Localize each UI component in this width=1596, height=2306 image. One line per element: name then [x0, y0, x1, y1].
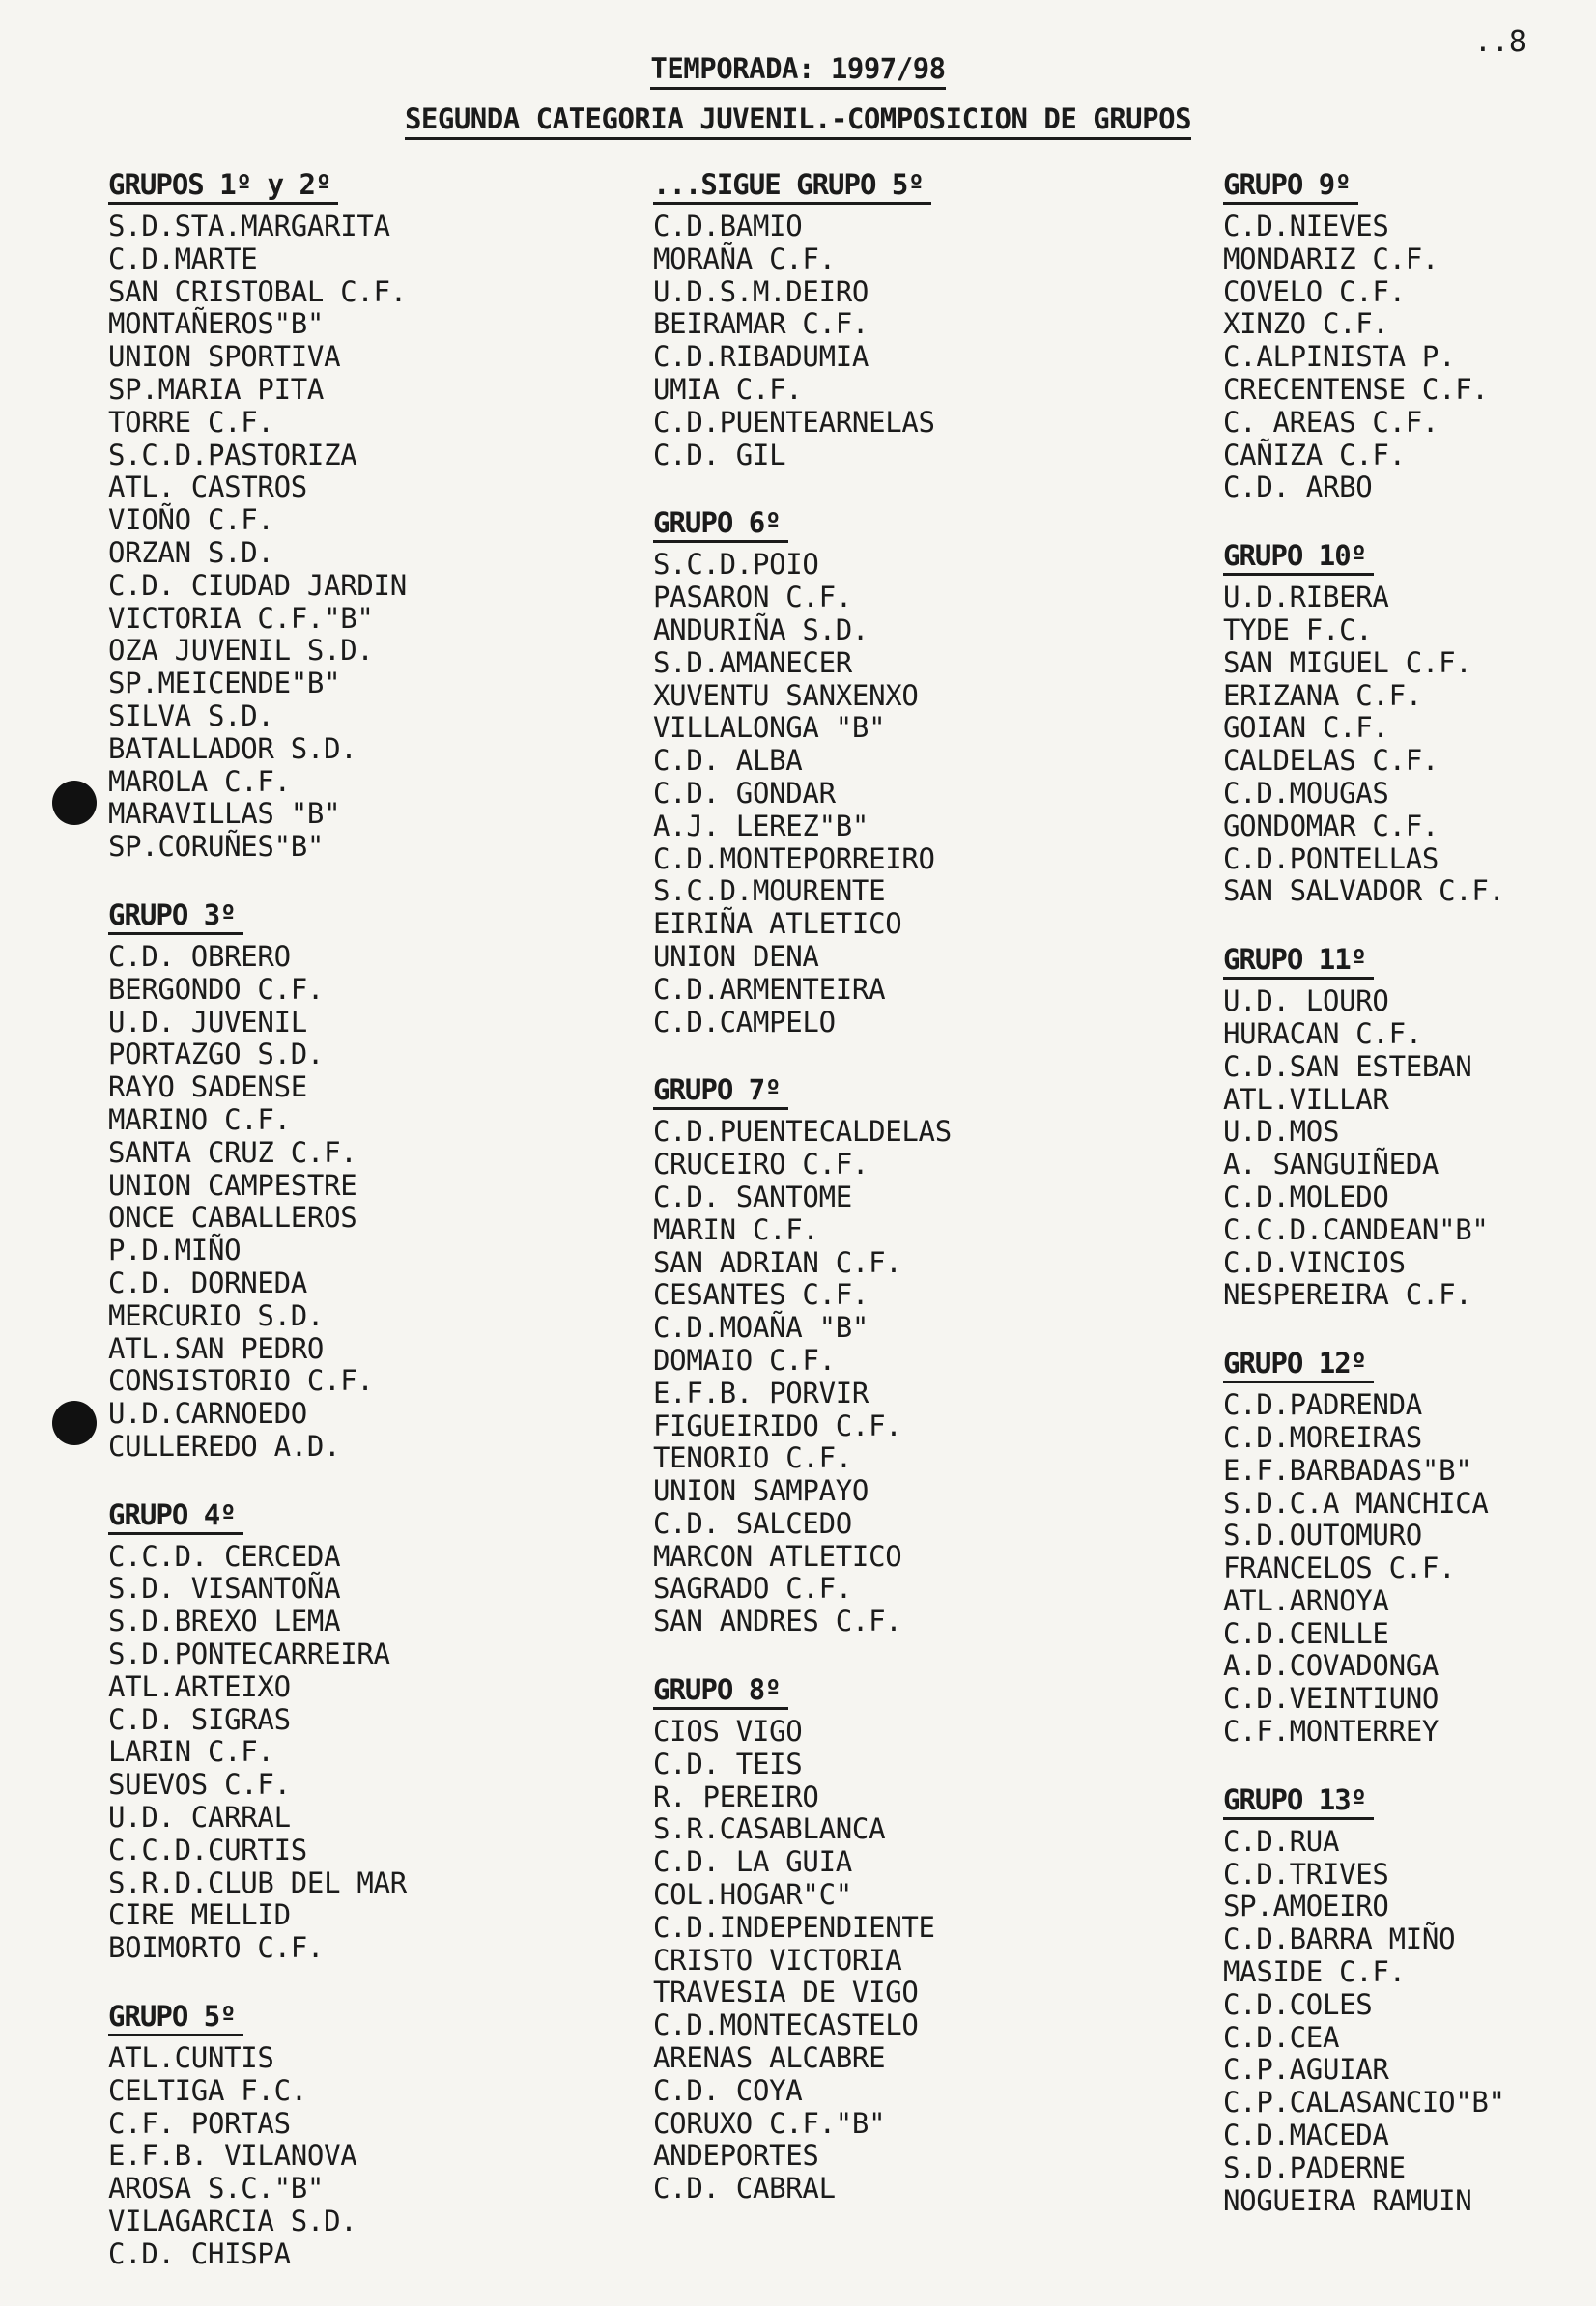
group-title: GRUPO 7º: [653, 1073, 788, 1110]
team-name: ATL.SAN PEDRO: [108, 1331, 325, 1365]
column-2: [653, 168, 1155, 2240]
team-name: ONCE CABALLEROS: [108, 1201, 357, 1235]
team-name: R. PEREIRO: [653, 1779, 819, 1813]
team-name: SUEVOS C.F.: [108, 1768, 291, 1802]
team-name: BATALLADOR S.D.: [108, 731, 357, 765]
team-name: UNION SAMPAYO: [653, 1474, 869, 1508]
team-name: C.D.CAMPELO: [653, 1005, 836, 1039]
team-name: TYDE F.C.: [1223, 612, 1373, 646]
group-block: [108, 1498, 611, 1965]
team-name: PASARON C.F.: [653, 581, 852, 614]
team-name: TRAVESIA DE VIGO: [653, 1976, 919, 2009]
team-name: A. SANGUIÑEDA: [1223, 1148, 1439, 1181]
team-name: CELTIGA F.C.: [108, 2073, 307, 2107]
team-name: C.ALPINISTA P.: [1223, 340, 1456, 374]
team-name: GOIAN C.F.: [1223, 711, 1389, 745]
team-name: TORRE C.F.: [108, 405, 274, 439]
team-name: PORTAZGO S.D.: [108, 1038, 325, 1071]
team-name: MASIDE C.F.: [1223, 1955, 1406, 1989]
group-title: GRUPO 12º: [1223, 1347, 1374, 1383]
season-heading: [0, 52, 1596, 90]
team-name: ANDEPORTES: [653, 2139, 819, 2173]
team-name: BEIRAMAR C.F.: [653, 307, 869, 341]
team-name: C.C.D. CERCEDA: [108, 1539, 341, 1573]
column-1: [108, 168, 611, 2306]
team-name: E.F.B. VILANOVA: [108, 2139, 357, 2173]
team-name: SAN SALVADOR C.F.: [1223, 874, 1505, 908]
team-name: VILLALONGA "B": [653, 711, 886, 745]
team-name: S.D.STA.MARGARITA: [108, 210, 390, 242]
group-block: [108, 2000, 611, 2271]
group-block: [653, 1673, 1155, 2206]
team-name: S.D.OUTOMURO: [1223, 1519, 1422, 1552]
team-name: SANTA CRUZ C.F.: [108, 1135, 357, 1169]
group-title: GRUPO 4º: [108, 1498, 243, 1535]
team-name: C.D. CIUDAD JARDIN: [108, 568, 407, 602]
team-name: CRISTO VICTORIA: [653, 1943, 902, 1977]
team-name: C.D. OBRERO: [108, 939, 291, 973]
group-title: GRUPOS 1º y 2º: [108, 168, 338, 205]
group-title: GRUPO 5º: [108, 2000, 243, 2036]
team-name: C.D.MOREIRAS: [1223, 1420, 1422, 1454]
team-name: HURACAN C.F.: [1223, 1016, 1422, 1050]
team-name: SAN ADRIAN C.F.: [653, 1245, 902, 1279]
team-name: C.P.CALASANCIO"B": [1223, 2086, 1505, 2120]
team-name: SAGRADO C.F.: [653, 1572, 852, 1606]
team-name: C.D.COLES: [1223, 1987, 1373, 2021]
team-name: C.D.MONTEPORREIRO: [653, 841, 935, 875]
team-name: VICTORIA C.F."B": [108, 601, 374, 635]
team-name: U.D. JUVENIL: [108, 1005, 307, 1039]
team-name: C.D. SALCEDO: [653, 1506, 852, 1540]
team-name: C.D. CABRAL: [653, 2172, 836, 2206]
team-name: MARIN C.F.: [653, 1212, 819, 1246]
group-block: [1223, 1783, 1596, 2218]
page-number: ..8: [1473, 25, 1526, 59]
team-name: U.D.MOS: [1223, 1115, 1340, 1149]
team-name: C.D. TEIS: [653, 1747, 803, 1780]
team-name: UNION CAMPESTRE: [108, 1168, 357, 1202]
team-name: S.C.D.PASTORIZA: [108, 438, 357, 471]
category-title: SEGUNDA CATEGORIA JUVENIL.-COMPOSICION DE GRUPOS: [405, 102, 1191, 140]
team-name: A.J. LEREZ"B": [653, 809, 869, 842]
team-name: ATL.ARNOYA: [1223, 1583, 1389, 1617]
team-name: C.F.MONTERREY: [1223, 1715, 1439, 1749]
team-name: EIRIÑA ATLETICO: [653, 907, 902, 941]
team-name: CALDELAS C.F.: [1223, 744, 1439, 778]
team-name: ANDURIÑA S.D.: [653, 612, 869, 646]
team-name: C.D.ARMENTEIRA: [653, 972, 886, 1006]
team-name: ATL.VILLAR: [1223, 1082, 1389, 1116]
team-name: CESANTES C.F.: [653, 1278, 869, 1312]
team-name: COL.HOGAR"C": [653, 1878, 852, 1912]
team-name: SP.AMOEIRO: [1223, 1890, 1389, 1923]
team-name: C.D.NIEVES: [1223, 210, 1389, 242]
team-name: MONTAÑEROS"B": [108, 307, 325, 341]
team-name: S.R.CASABLANCA: [653, 1812, 886, 1846]
season-title: TEMPORADA: 1997/98: [650, 52, 945, 90]
team-name: MORAÑA C.F.: [653, 242, 836, 275]
team-name: S.D.PONTECARREIRA: [108, 1637, 390, 1671]
team-name: E.F.BARBADAS"B": [1223, 1453, 1472, 1487]
team-name: OZA JUVENIL S.D.: [108, 634, 374, 668]
team-name: MONDARIZ C.F.: [1223, 242, 1439, 275]
group-block: [653, 168, 1155, 471]
team-name: C.D. ALBA: [653, 744, 803, 778]
team-name: VIOÑO C.F.: [108, 503, 274, 537]
team-name: LARIN C.F.: [108, 1735, 274, 1769]
team-name: U.D.RIBERA: [1223, 581, 1389, 614]
team-name: C.C.D.CURTIS: [108, 1833, 307, 1866]
group-block: [108, 168, 611, 864]
team-name: SAN MIGUEL C.F.: [1223, 645, 1472, 679]
team-name: SP.CORUÑES"B": [108, 830, 325, 864]
group-block: [1223, 168, 1596, 504]
team-name: C.D.INDEPENDIENTE: [653, 1910, 935, 1944]
team-name: CORUXO C.F."B": [653, 2106, 886, 2140]
team-name: C.D.TRIVES: [1223, 1857, 1389, 1891]
team-name: ARENAS ALCABRE: [653, 2041, 886, 2075]
team-name: C.D.MARTE: [108, 242, 258, 275]
team-name: FRANCELOS C.F.: [1223, 1552, 1456, 1585]
team-name: BERGONDO C.F.: [108, 972, 325, 1006]
group-block: [653, 506, 1155, 1039]
team-name: A.D.COVADONGA: [1223, 1649, 1439, 1683]
group-block: [1223, 1347, 1596, 1749]
team-name: C.D.RIBADUMIA: [653, 340, 869, 374]
team-name: C.D. GIL: [653, 438, 786, 471]
team-name: C.D.RUA: [1223, 1824, 1340, 1858]
team-name: S.D.PADERNE: [1223, 2150, 1406, 2184]
team-name: UMIA C.F.: [653, 372, 803, 406]
team-name: P.D.MIÑO: [108, 1234, 242, 1267]
team-name: MARCON ATLETICO: [653, 1539, 902, 1573]
team-name: CIOS VIGO: [653, 1715, 803, 1749]
team-name: C.D. SIGRAS: [108, 1702, 291, 1736]
team-name: C.D.BAMIO: [653, 210, 803, 242]
team-name: CULLEREDO A.D.: [108, 1429, 341, 1463]
team-name: C.C.D.CANDEAN"B": [1223, 1212, 1489, 1246]
team-name: S.R.D.CLUB DEL MAR: [108, 1865, 407, 1899]
team-name: C.D.VINCIOS: [1223, 1245, 1406, 1279]
category-heading: [0, 102, 1596, 140]
team-name: C.D. LA GUIA: [653, 1845, 852, 1879]
team-name: U.D.CARNOEDO: [108, 1397, 307, 1431]
team-name: C.D.PADRENDA: [1223, 1388, 1422, 1422]
team-name: TENORIO C.F.: [653, 1441, 852, 1475]
team-name: C.D.MONTECASTELO: [653, 2008, 919, 2042]
team-name: UNION DENA: [653, 939, 819, 973]
team-name: C.D. CHISPA: [108, 2236, 291, 2270]
team-name: C.D.CENLLE: [1223, 1616, 1389, 1650]
team-name: CONSISTORIO C.F.: [108, 1364, 374, 1398]
team-name: C.D.VEINTIUNO: [1223, 1682, 1439, 1716]
team-name: XUVENTU SANXENXO: [653, 678, 919, 712]
group-title: GRUPO 13º: [1223, 1783, 1374, 1820]
team-name: C.D. DORNEDA: [108, 1266, 307, 1299]
team-name: NESPEREIRA C.F.: [1223, 1278, 1472, 1312]
team-name: C.D.MOAÑA "B": [653, 1311, 869, 1345]
team-name: MAROLA C.F.: [108, 764, 291, 798]
team-name: AROSA S.C."B": [108, 2172, 325, 2206]
team-name: C.D.SAN ESTEBAN: [1223, 1049, 1472, 1083]
team-name: C.D.BARRA MIÑO: [1223, 1922, 1456, 1956]
team-name: SILVA S.D.: [108, 698, 274, 732]
team-name: C.D. COYA: [653, 2073, 803, 2107]
team-name: COVELO C.F.: [1223, 274, 1406, 308]
team-name: CAÑIZA C.F.: [1223, 438, 1406, 471]
team-name: RAYO SADENSE: [108, 1070, 307, 1104]
team-name: CIRE MELLID: [108, 1898, 291, 1932]
group-block: [1223, 539, 1596, 908]
team-name: MARAVILLAS "B": [108, 797, 341, 831]
team-name: XINZO C.F.: [1223, 307, 1389, 341]
team-name: DOMAIO C.F.: [653, 1343, 836, 1377]
team-name: E.F.B. PORVIR: [653, 1376, 869, 1409]
team-name: S.D. VISANTOÑA: [108, 1572, 341, 1606]
team-name: FIGUEIRIDO C.F.: [653, 1409, 902, 1442]
team-name: VILAGARCIA S.D.: [108, 2205, 357, 2238]
group-title: GRUPO 10º: [1223, 539, 1374, 576]
column-3: [1223, 168, 1596, 2252]
team-name: C.D.PUENTECALDELAS: [653, 1115, 952, 1149]
team-name: MERCURIO S.D.: [108, 1298, 325, 1332]
team-name: C.D.PUENTEARNELAS: [653, 405, 935, 439]
team-name: SP.MEICENDE"B": [108, 667, 341, 700]
team-name: C.D. GONDAR: [653, 776, 836, 810]
punch-hole-top: [52, 781, 97, 825]
team-name: SAN ANDRES C.F.: [653, 1605, 902, 1638]
team-name: C.D.MACEDA: [1223, 2119, 1389, 2152]
team-name: GONDOMAR C.F.: [1223, 809, 1439, 842]
punch-hole-bottom: [52, 1401, 97, 1445]
team-name: ORZAN S.D.: [108, 535, 274, 569]
team-name: S.D.AMANECER: [653, 645, 852, 679]
group-title: ...SIGUE GRUPO 5º: [653, 168, 931, 205]
team-name: C.D.CEA: [1223, 2020, 1340, 2054]
team-name: C.D.PONTELLAS: [1223, 841, 1439, 875]
team-name: UNION SPORTIVA: [108, 340, 341, 374]
team-name: U.D. CARRAL: [108, 1801, 291, 1835]
team-name: S.C.D.POIO: [653, 548, 819, 582]
team-name: NOGUEIRA RAMUIN: [1223, 2183, 1472, 2217]
group-title: GRUPO 11º: [1223, 943, 1374, 980]
team-name: CRUCEIRO C.F.: [653, 1148, 869, 1181]
group-title: GRUPO 6º: [653, 506, 788, 543]
team-name: C.D. SANTOME: [653, 1180, 852, 1213]
team-name: BOIMORTO C.F.: [108, 1931, 325, 1965]
group-block: [653, 1073, 1155, 1638]
group-title: GRUPO 8º: [653, 1673, 788, 1710]
team-name: ERIZANA C.F.: [1223, 678, 1422, 712]
team-name: C. AREAS C.F.: [1223, 405, 1439, 439]
team-name: ATL.CUNTIS: [108, 2041, 274, 2075]
team-name: C.F. PORTAS: [108, 2106, 291, 2140]
team-name: ATL.ARTEIXO: [108, 1669, 291, 1703]
team-name: C.D. ARBO: [1223, 470, 1373, 504]
team-name: SP.MARIA PITA: [108, 372, 325, 406]
team-name: ATL. CASTROS: [108, 470, 307, 504]
group-block: [108, 898, 611, 1464]
group-block: [1223, 943, 1596, 1312]
group-title: GRUPO 3º: [108, 898, 243, 935]
team-name: U.D. LOURO: [1223, 984, 1389, 1018]
team-name: S.D.C.A MANCHICA: [1223, 1486, 1489, 1520]
team-name: SAN CRISTOBAL C.F.: [108, 274, 407, 308]
team-name: U.D.S.M.DEIRO: [653, 274, 869, 308]
team-name: C.D.MOUGAS: [1223, 776, 1389, 810]
team-name: S.D.BREXO LEMA: [108, 1605, 341, 1638]
team-name: MARINO C.F.: [108, 1102, 291, 1136]
team-name: C.D.MOLEDO: [1223, 1180, 1389, 1213]
team-name: C.P.AGUIAR: [1223, 2053, 1389, 2087]
team-name: S.C.D.MOURENTE: [653, 874, 886, 908]
group-title: GRUPO 9º: [1223, 168, 1358, 205]
team-name: CRECENTENSE C.F.: [1223, 372, 1489, 406]
